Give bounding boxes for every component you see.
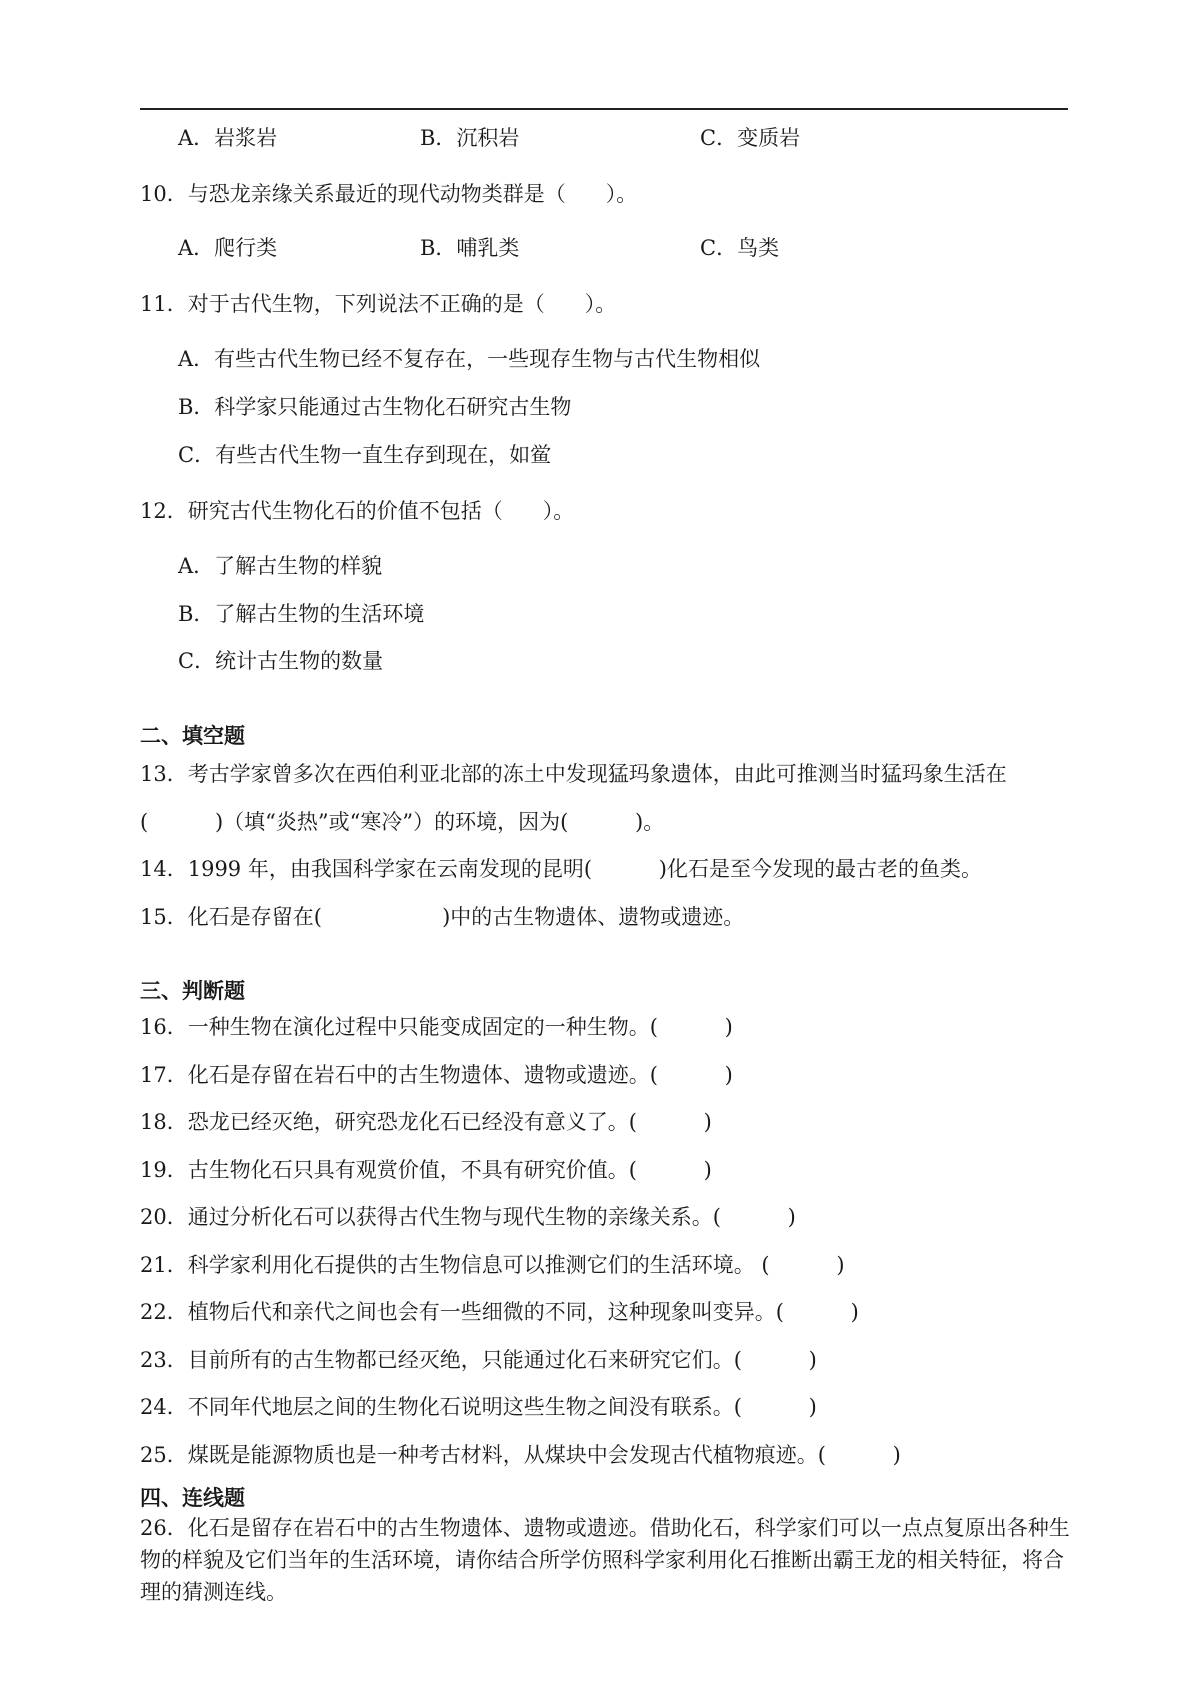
q11-option-b: B．科学家只能通过古生物化石研究古生物	[178, 395, 572, 419]
q10-stem: 10．与恐龙亲缘关系最近的现代动物类群是（ ）。	[140, 182, 638, 206]
q12-option-b: B．了解古生物的生活环境	[178, 602, 425, 626]
q10-option-c: C．鸟类	[700, 236, 780, 260]
q12-stem: 12．研究古代生物化石的价值不包括（ ）。	[140, 499, 575, 523]
q18: 18．恐龙已经灭绝，研究恐龙化石已经没有意义了。( )	[140, 1110, 712, 1134]
q22: 22．植物后代和亲代之间也会有一些细微的不同，这种现象叫变异。( )	[140, 1300, 859, 1324]
q13-line-2: ( )（填“炎热”或“寒冷”）的环境，因为( )。	[140, 810, 665, 834]
q9-option-b: B．沉积岩	[420, 126, 520, 150]
q9-option-c: C．变质岩	[700, 126, 801, 150]
q11-stem: 11．对于古代生物，下列说法不正确的是（ ）。	[140, 292, 617, 316]
q26-text: 26．化石是留存在岩石中的古生物遗体、遗物或遗迹。借助化石，科学家们可以一点点复原出各种生物的样貌及它们当年的生活环境，请你结合所学仿照科学家利用化石推断出霸王龙的相关特征，将合理的猜测连线。	[140, 1516, 1070, 1604]
section-fill-heading: 二、填空题	[140, 724, 245, 748]
q15: 15．化石是存留在( )中的古生物遗体、遗物或遗迹。	[140, 905, 745, 929]
q10-option-b: B．哺乳类	[420, 236, 520, 260]
q11-option-a: A．有些古代生物已经不复存在，一些现存生物与古代生物相似	[178, 347, 761, 371]
q12-option-a: A．了解古生物的样貌	[178, 554, 383, 578]
q23: 23．目前所有的古生物都已经灭绝，只能通过化石来研究它们。( )	[140, 1348, 817, 1372]
q14: 14．1999 年，由我国科学家在云南发现的昆明( )化石是至今发现的最古老的鱼类。	[140, 857, 982, 881]
q10-option-a: A．爬行类	[178, 236, 278, 260]
q19: 19．古生物化石只具有观赏价值，不具有研究价值。( )	[140, 1158, 712, 1182]
q20: 20．通过分析化石可以获得古代生物与现代生物的亲缘关系。( )	[140, 1205, 796, 1229]
section-match-heading: 四、连线题	[140, 1486, 245, 1510]
q21: 21．科学家利用化石提供的古生物信息可以推测它们的生活环境。 ( )	[140, 1253, 845, 1277]
q12-option-c: C．统计古生物的数量	[178, 649, 384, 673]
q25: 25．煤既是能源物质也是一种考古材料，从煤块中会发现古代植物痕迹。( )	[140, 1443, 901, 1467]
q9-option-a: A．岩浆岩	[178, 126, 278, 150]
q13-line-1: 13．考古学家曾多次在西伯利亚北部的冻土中发现猛玛象遗体，由此可推测当时猛玛象生活在	[140, 762, 1007, 786]
q16: 16．一种生物在演化过程中只能变成固定的一种生物。( )	[140, 1015, 733, 1039]
q17: 17．化石是存留在岩石中的古生物遗体、遗物或遗迹。( )	[140, 1063, 733, 1087]
q11-option-c: C．有些古代生物一直生存到现在，如鲎	[178, 443, 552, 467]
section-judge-heading: 三、判断题	[140, 979, 245, 1003]
q24: 24．不同年代地层之间的生物化石说明这些生物之间没有联系。( )	[140, 1395, 817, 1419]
header-rule	[140, 108, 1068, 110]
